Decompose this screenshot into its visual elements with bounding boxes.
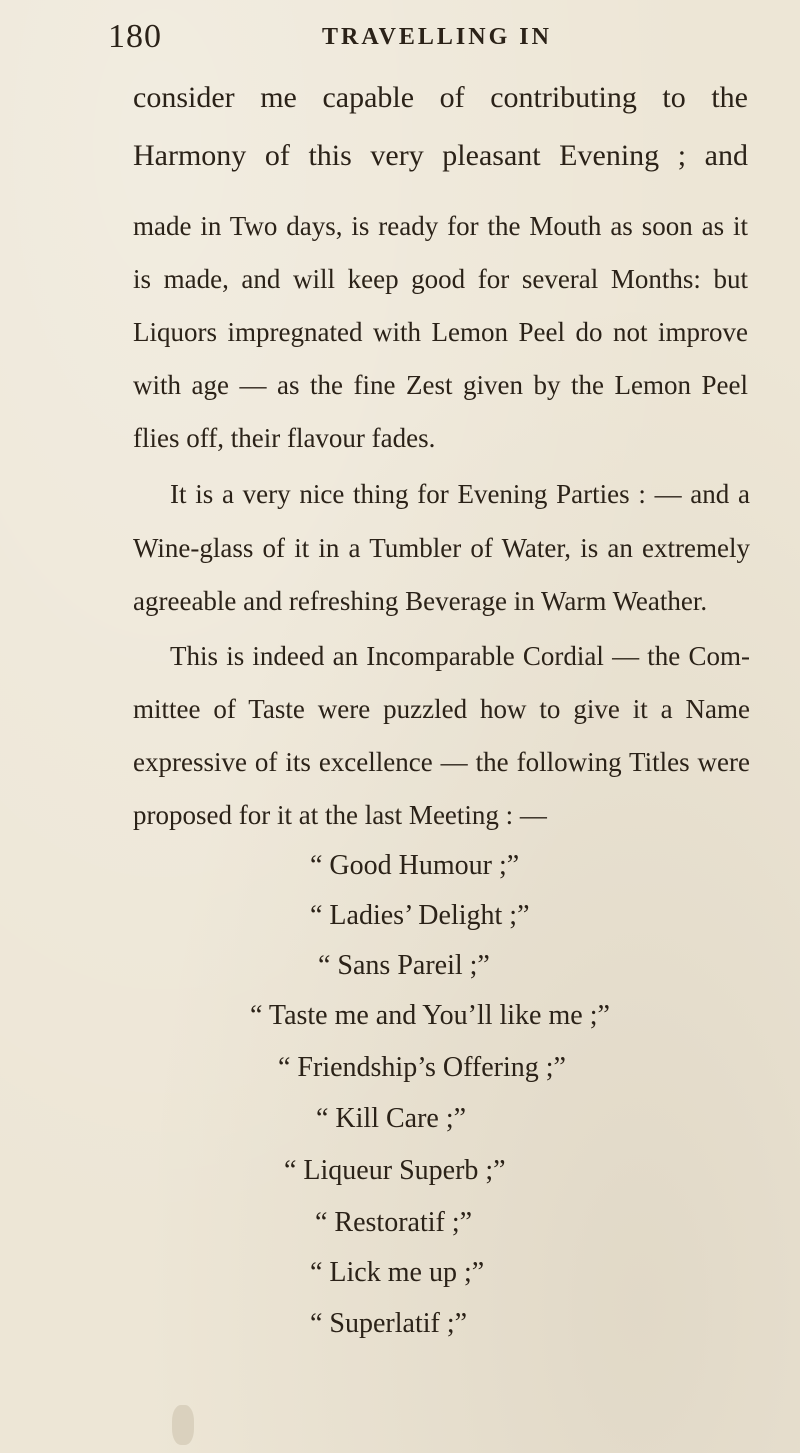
text-line: is made, and will keep good for several Months: but <box>133 264 748 294</box>
running-head: TRAVELLING IN <box>322 24 552 50</box>
title-entry: “ Ladies’ Delight ;” <box>310 900 530 931</box>
title-entry: “ Taste me and You’ll like me ;” <box>250 1000 610 1031</box>
title-entry: “ Liqueur Superb ;” <box>284 1155 506 1186</box>
text-line: expressive of its excellence — the following Titles were <box>133 747 750 777</box>
title-entry: “ Superlatif ;” <box>310 1308 468 1339</box>
text-line: with age — as the fine Zest given by the Lemon Peel <box>133 370 748 400</box>
text-line: flies off, their flavour fades. <box>133 423 436 453</box>
text-line: consider me capable of contributing to the <box>133 81 748 114</box>
title-entry: “ Lick me up ;” <box>310 1257 485 1288</box>
text-line: Wine-glass of it in a Tumbler of Water, is an extremely <box>133 533 750 563</box>
title-entry: “ Sans Pareil ;” <box>318 950 490 981</box>
text-line: Harmony of this very pleasant Evening ; and <box>133 139 748 172</box>
text-line: This is indeed an Incomparable Cordial — the Com- <box>170 641 750 671</box>
page-number: 180 <box>108 18 162 55</box>
title-entry: “ Good Humour ;” <box>310 850 520 881</box>
text-line: It is a very nice thing for Evening Parties : — and a <box>170 479 750 509</box>
title-entry: “ Friendship’s Offering ;” <box>278 1052 566 1083</box>
text-line: made in Two days, is ready for the Mouth as soon as it <box>133 211 748 241</box>
page-header <box>108 18 748 58</box>
text-line: Liquors impregnated with Lemon Peel do not improve <box>133 317 748 347</box>
title-entry: “ Restoratif ;” <box>315 1207 473 1238</box>
text-line: proposed for it at the last Meeting : — <box>133 800 547 830</box>
text-line: agreeable and refreshing Beverage in Warm Weather. <box>133 586 708 616</box>
title-entry: “ Kill Care ;” <box>316 1103 467 1134</box>
paper-stain <box>172 1405 194 1445</box>
text-line: mittee of Taste were puzzled how to give it a Name <box>133 694 750 724</box>
